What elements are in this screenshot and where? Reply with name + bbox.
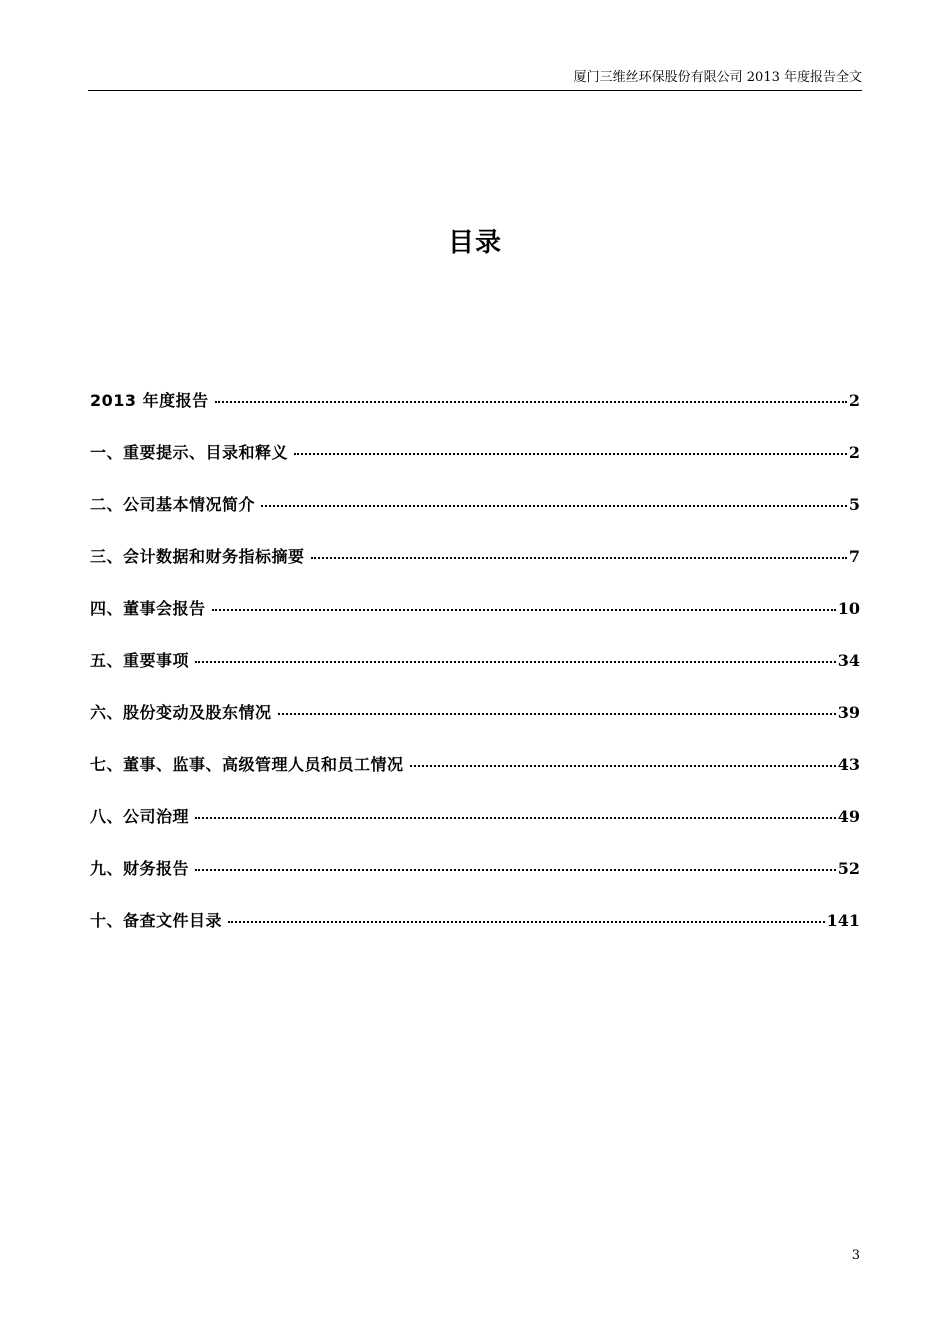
page-header — [88, 64, 862, 91]
toc-entry-page: 5 — [848, 495, 860, 514]
toc-leader-dots — [195, 661, 836, 663]
toc-entry[interactable] — [90, 544, 860, 596]
page-title: 目录 — [447, 228, 502, 258]
toc-entry[interactable] — [90, 804, 860, 856]
toc-entry-page: 7 — [848, 547, 860, 566]
toc-entry[interactable] — [90, 648, 860, 700]
toc-entry-label: 2013 年度报告 — [90, 391, 209, 410]
toc-leader-dots — [212, 609, 836, 611]
toc-entry[interactable] — [90, 388, 860, 440]
toc-leader-dots — [215, 401, 847, 403]
toc-leader-dots — [261, 505, 847, 507]
page-number: 3 — [851, 1248, 860, 1263]
toc-entry-label: 六、股份变动及股东情况 — [90, 703, 272, 722]
toc-entry[interactable] — [90, 596, 860, 648]
toc-entry-label: 十、备查文件目录 — [90, 911, 223, 930]
toc-leader-dots — [195, 817, 836, 819]
header-text: 厦门三维丝环保股份有限公司 2013 年度报告全文 — [573, 70, 862, 85]
toc-entry[interactable] — [90, 856, 860, 908]
toc-entry[interactable] — [90, 752, 860, 804]
toc-entry-page: 34 — [837, 651, 860, 670]
toc-entry-label: 五、重要事项 — [90, 651, 190, 670]
toc-entry-page: 39 — [837, 703, 860, 722]
toc-leader-dots — [311, 557, 847, 559]
toc-leader-dots — [410, 765, 836, 767]
toc-leader-dots — [294, 453, 847, 455]
toc-entry-label: 二、公司基本情况简介 — [90, 495, 256, 514]
toc-entry[interactable] — [90, 492, 860, 544]
toc-entry-label: 八、公司治理 — [90, 807, 190, 826]
table-of-contents — [90, 388, 860, 960]
toc-entry-label: 四、董事会报告 — [90, 599, 206, 618]
toc-entry-page: 52 — [837, 859, 860, 878]
toc-entry[interactable] — [90, 908, 860, 960]
toc-entry-label: 七、董事、监事、高级管理人员和员工情况 — [90, 755, 404, 774]
toc-entry-page: 2 — [848, 443, 860, 462]
toc-entry-page: 2 — [848, 391, 860, 410]
toc-entry[interactable] — [90, 440, 860, 492]
toc-entry-page: 141 — [826, 911, 860, 930]
toc-entry[interactable] — [90, 700, 860, 752]
toc-leader-dots — [195, 869, 836, 871]
toc-entry-label: 九、财务报告 — [90, 859, 190, 878]
toc-leader-dots — [228, 921, 825, 923]
toc-entry-label: 三、会计数据和财务指标摘要 — [90, 547, 305, 566]
toc-entry-page: 49 — [837, 807, 860, 826]
toc-entry-label: 一、重要提示、目录和释义 — [90, 443, 289, 462]
toc-leader-dots — [278, 713, 836, 715]
toc-entry-page: 10 — [837, 599, 860, 618]
toc-entry-page: 43 — [837, 755, 860, 774]
